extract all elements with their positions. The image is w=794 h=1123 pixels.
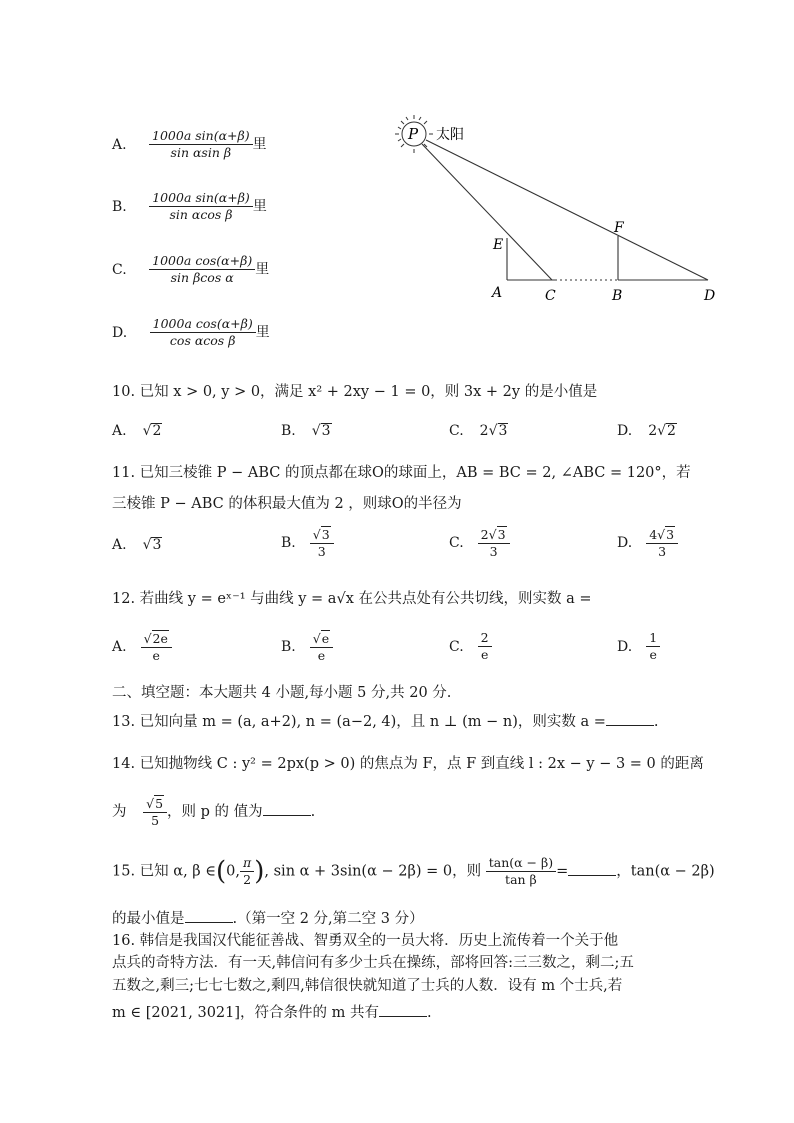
q12-option-c [449, 630, 492, 663]
q14-frac-den: 5 [151, 813, 160, 828]
q10-c-value: 3 [498, 423, 508, 439]
q10-c-label: C. [449, 423, 464, 439]
q11-option-b [281, 526, 334, 560]
q11-c-coef: 2 [480, 527, 489, 542]
q9-d-denominator: cos αcos β [169, 333, 236, 348]
q9-option-b [112, 190, 267, 223]
q9-b-denominator: sin αcos β [169, 207, 233, 222]
q12-c-label: C. [449, 638, 464, 655]
q13-end: . [653, 714, 659, 730]
q11-b-denominator: 3 [317, 544, 326, 559]
q12-stem: 12. 若曲线 y = eˣ⁻¹ 与曲线 y = a√x 在公共点处有公共切线，则实数 a = [112, 591, 592, 607]
q9-c-unit: 里 [255, 261, 270, 278]
q15-answer-blank-2[interactable] [185, 908, 233, 923]
q15-line1: 15. 已知 α, β ∈(0, $\frac{\pi}{2}$ ), sin α + 3sin(α − 2β) = 0，则 $\frac{\tan(\alpha - \beta)}{\text{tan β}}$ = ，tan(α − 2β) [112, 855, 715, 887]
q10-option-a: A. √2 [112, 423, 162, 439]
q15-frac-num: tan(α − β) [486, 855, 556, 872]
q14-line2 [112, 795, 315, 829]
q12-d-numerator: 1 [646, 630, 660, 647]
q14-fraction: $\frac{√5}{5}$ [143, 795, 167, 829]
q12-b-denominator: e [317, 648, 326, 663]
q16-answer-blank[interactable] [379, 1002, 427, 1017]
point-a-label: A [492, 285, 503, 301]
q11-line1: 11. 已知三棱锥 P − ABC 的顶点都在球O的球面上，AB = BC = 2, ∠ABC = 120°，若 [112, 465, 691, 481]
q10-d-coef: 2 [648, 423, 658, 439]
q11-c-denominator: 3 [489, 544, 498, 559]
q15-tan-fraction [486, 855, 556, 888]
q15-interval-den: 2 [243, 872, 252, 887]
point-b-label: B [612, 288, 623, 304]
q16-end: . [427, 1005, 432, 1021]
q14-end: . [310, 804, 316, 820]
q10-stem: 10. 已知 x > 0, y > 0，满足 x² + 2xy − 1 = 0，则 3x + 2y 的是小值是 [112, 384, 598, 400]
q9-a-numerator: 1000a sin(α+β) [149, 128, 253, 145]
q10-d-label: D. [617, 423, 633, 439]
point-f-label: F [614, 220, 624, 236]
q12-c-numerator: 2 [478, 630, 492, 647]
q15-pre: 15. 已知 α, β ∈ [112, 863, 217, 880]
point-e-label: E [493, 237, 504, 253]
q9-a-fraction [149, 128, 253, 161]
q11-d-fraction: $\frac{4√3}{3}$ [646, 526, 678, 560]
q13-line [112, 710, 659, 731]
q10-option-d: D. 2√2 [617, 423, 676, 439]
q12-b-fraction: $\frac{√e}{e}$ [310, 630, 333, 664]
q16-line4 [112, 1001, 432, 1022]
sun-shadow-figure [390, 108, 730, 308]
q15-interval-num: π [240, 855, 254, 872]
q15-eq: = [556, 863, 569, 880]
ray-to-c [422, 144, 552, 280]
q10-b-label: B. [281, 423, 296, 439]
q12-d-label: D. [617, 638, 633, 655]
q15-tail: ，tan(α − 2β) [616, 863, 715, 880]
q12-d-denominator: e [649, 647, 657, 662]
q9-b-fraction [149, 190, 253, 223]
q12-a-numerator: 2e [152, 631, 168, 646]
q11-c-numerator: 3 [497, 527, 506, 542]
q12-option-a [112, 630, 172, 664]
q11-b-label: B. [281, 535, 296, 551]
q12-b-numerator: e [321, 631, 330, 646]
q10-b-value: 3 [321, 423, 331, 439]
q9-c-denominator: sin βcos α [170, 270, 234, 285]
q9-c-fraction [149, 253, 255, 286]
q9-d-numerator: 1000a cos(α+β) [150, 316, 256, 333]
q15-line2 [112, 907, 424, 928]
q14-line1: 14. 已知抛物线 C : y² = 2px(p > 0) 的焦点为 F，点 F 到直线 l : 2x − y − 3 = 0 的距离 [112, 756, 704, 772]
q9-c-label: C. [112, 261, 127, 278]
q9-a-denominator: sin αsin β [170, 145, 232, 160]
section-two-heading: 二、填空题：本大题共 4 小题,每小题 5 分,共 20 分. [112, 685, 452, 701]
sun-point-label: P [408, 125, 419, 143]
q9-option-a [112, 128, 267, 161]
q9-option-c [112, 253, 269, 286]
q10-option-c: C. 2√3 [449, 423, 508, 439]
q11-option-a: A. √3 [112, 537, 162, 553]
q9-b-label: B. [112, 198, 127, 215]
q9-a-unit: 里 [252, 136, 267, 153]
point-c-label: C [545, 288, 556, 304]
q9-d-fraction [150, 316, 256, 349]
q11-d-label: D. [617, 535, 633, 551]
q11-d-coef: 4 [649, 527, 658, 542]
q12-b-label: B. [281, 639, 296, 655]
q11-b-numerator: 3 [321, 527, 330, 542]
point-d-label: D [704, 288, 716, 304]
ray-to-d [426, 140, 708, 280]
q15-answer-blank-1[interactable] [568, 861, 616, 876]
q11-c-fraction: $\frac{2√3}{3}$ [478, 526, 510, 560]
q9-option-d [112, 316, 270, 349]
q11-option-d [617, 526, 678, 560]
q10-c-coef: 2 [479, 423, 489, 439]
q12-c-fraction [478, 630, 492, 663]
q15-interval-fraction [240, 855, 254, 888]
q15-line2-end: .（第一空 2 分,第二空 3 分） [232, 911, 424, 927]
q12-c-denominator: e [480, 647, 489, 662]
q11-a-value: 3 [152, 537, 162, 553]
q15-frac-den: tan β [505, 872, 537, 887]
q16-line2: 点兵的奇特方法．有一天,韩信问有多少士兵在操练，部将回答:三三数之，剩二;五 [112, 955, 634, 971]
q9-c-numerator: 1000a cos(α+β) [149, 253, 255, 270]
q12-a-label: A. [112, 639, 127, 655]
q14-pre: 为 [112, 804, 127, 820]
q9-d-unit: 里 [255, 324, 270, 341]
q13-text: 13. 已知向量 m = (a, a+2), n = (a−2, 4)，且 n ⊥ (m − n)，则实数 a = [112, 714, 606, 730]
q10-a-value: 2 [152, 423, 162, 439]
q9-a-label: A. [112, 136, 127, 153]
q10-a-label: A. [112, 423, 127, 439]
q12-d-fraction [646, 630, 660, 663]
q11-d-numerator: 3 [666, 527, 675, 542]
q9-b-unit: 里 [252, 198, 267, 215]
q9-b-numerator: 1000a sin(α+β) [149, 190, 253, 207]
q16-line1: 16. 韩信是我国汉代能征善战、智勇双全的一员大将．历史上流传着一个关于他 [112, 933, 619, 949]
q11-a-label: A. [112, 537, 127, 553]
q11-b-fraction: $\frac{√3}{3}$ [310, 526, 334, 560]
q14-post: ，则 p 的 值为 [167, 804, 263, 820]
q10-d-value: 2 [667, 423, 676, 439]
sun-text: 太阳 [436, 127, 464, 143]
q14-answer-blank[interactable] [263, 801, 311, 816]
q15-mid: , sin α + 3sin(α − 2β) = 0，则 [264, 863, 482, 880]
q11-line2: 三棱锥 P − ABC 的体积最大值为 2 ，则球O的半径为 [112, 496, 462, 512]
q12-a-fraction: $\frac{√2e}{e}$ [141, 630, 172, 664]
q9-d-label: D. [112, 324, 128, 341]
q12-option-b [281, 630, 333, 664]
q11-c-label: C. [449, 535, 464, 551]
q14-frac-num: 5 [155, 796, 164, 811]
q11-option-c [449, 526, 510, 560]
q11-d-denominator: 3 [658, 544, 667, 559]
q13-answer-blank[interactable] [606, 711, 654, 726]
q12-option-d [617, 630, 660, 663]
q10-option-b: B. √3 [281, 423, 331, 439]
q15-line2-text: 的最小值是 [112, 911, 185, 927]
q16-line3: 五数之,剩三;七七七数之,剩四,韩信很快就知道了士兵的人数．设有 m 个士兵,若 [112, 978, 623, 994]
q16-line4-text: m ∈ [2021, 3021]，符合条件的 m 共有 [112, 1005, 380, 1021]
q12-a-denominator: e [152, 648, 160, 663]
